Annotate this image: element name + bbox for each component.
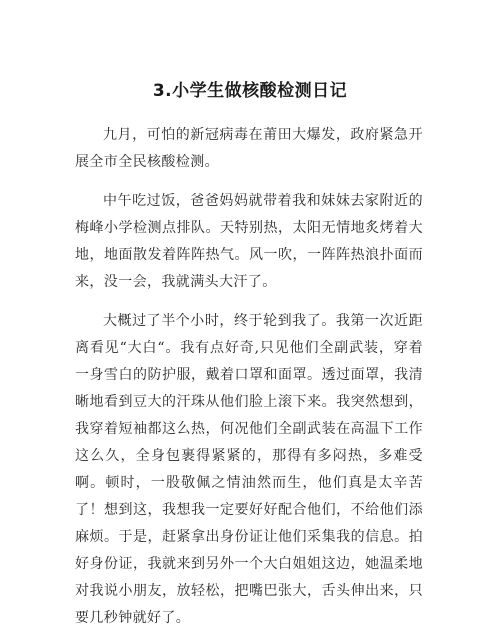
paragraph: 中午吃过饭，爸爸妈妈就带着我和妹妹去家附近的梅峰小学检测点排队。天特别热，太阳无情地炙烤着大地，地面散发着阵阵热气。风一吹，一阵阵热浪扑面而来，没一会，我就满头大汗了。	[75, 193, 423, 290]
paragraph: 大概过了半个小时，终于轮到我了。我第一次近距离看见“大白“。我有点好奇,只见他们全副武装，穿着一身雪白的防护服，戴着口罩和面罩。透过面罩，我清晰地看到豆大的汗珠从他们脸上滚下来。我突然想到，我穿着短袖都这么热，何况他们全副武装在高温下工作这么久，全身包裹得紧紧的，那得有多闷热，多难受啊。顿时，一股敬佩之情油然而生，他们真是太辛苦了！想到这，我想我一定要好好配合他们，不给他们添麻烦。于是，赶紧拿出身份证让他们采集我的信息。拍好身份证，我就来到另外一个大白姐姐这边，她温柔地对我说小朋友，放轻松，把嘴巴张大，舌头伸出来，只要几秒钟就好了。	[75, 313, 423, 626]
document-title: 3.小学生做核酸检测日记	[152, 81, 348, 101]
paragraph: 九月，可怕的新冠病毒在莆田大爆发，政府紧急开展全市全民核酸检测。	[75, 127, 423, 170]
document-body	[75, 122, 423, 644]
